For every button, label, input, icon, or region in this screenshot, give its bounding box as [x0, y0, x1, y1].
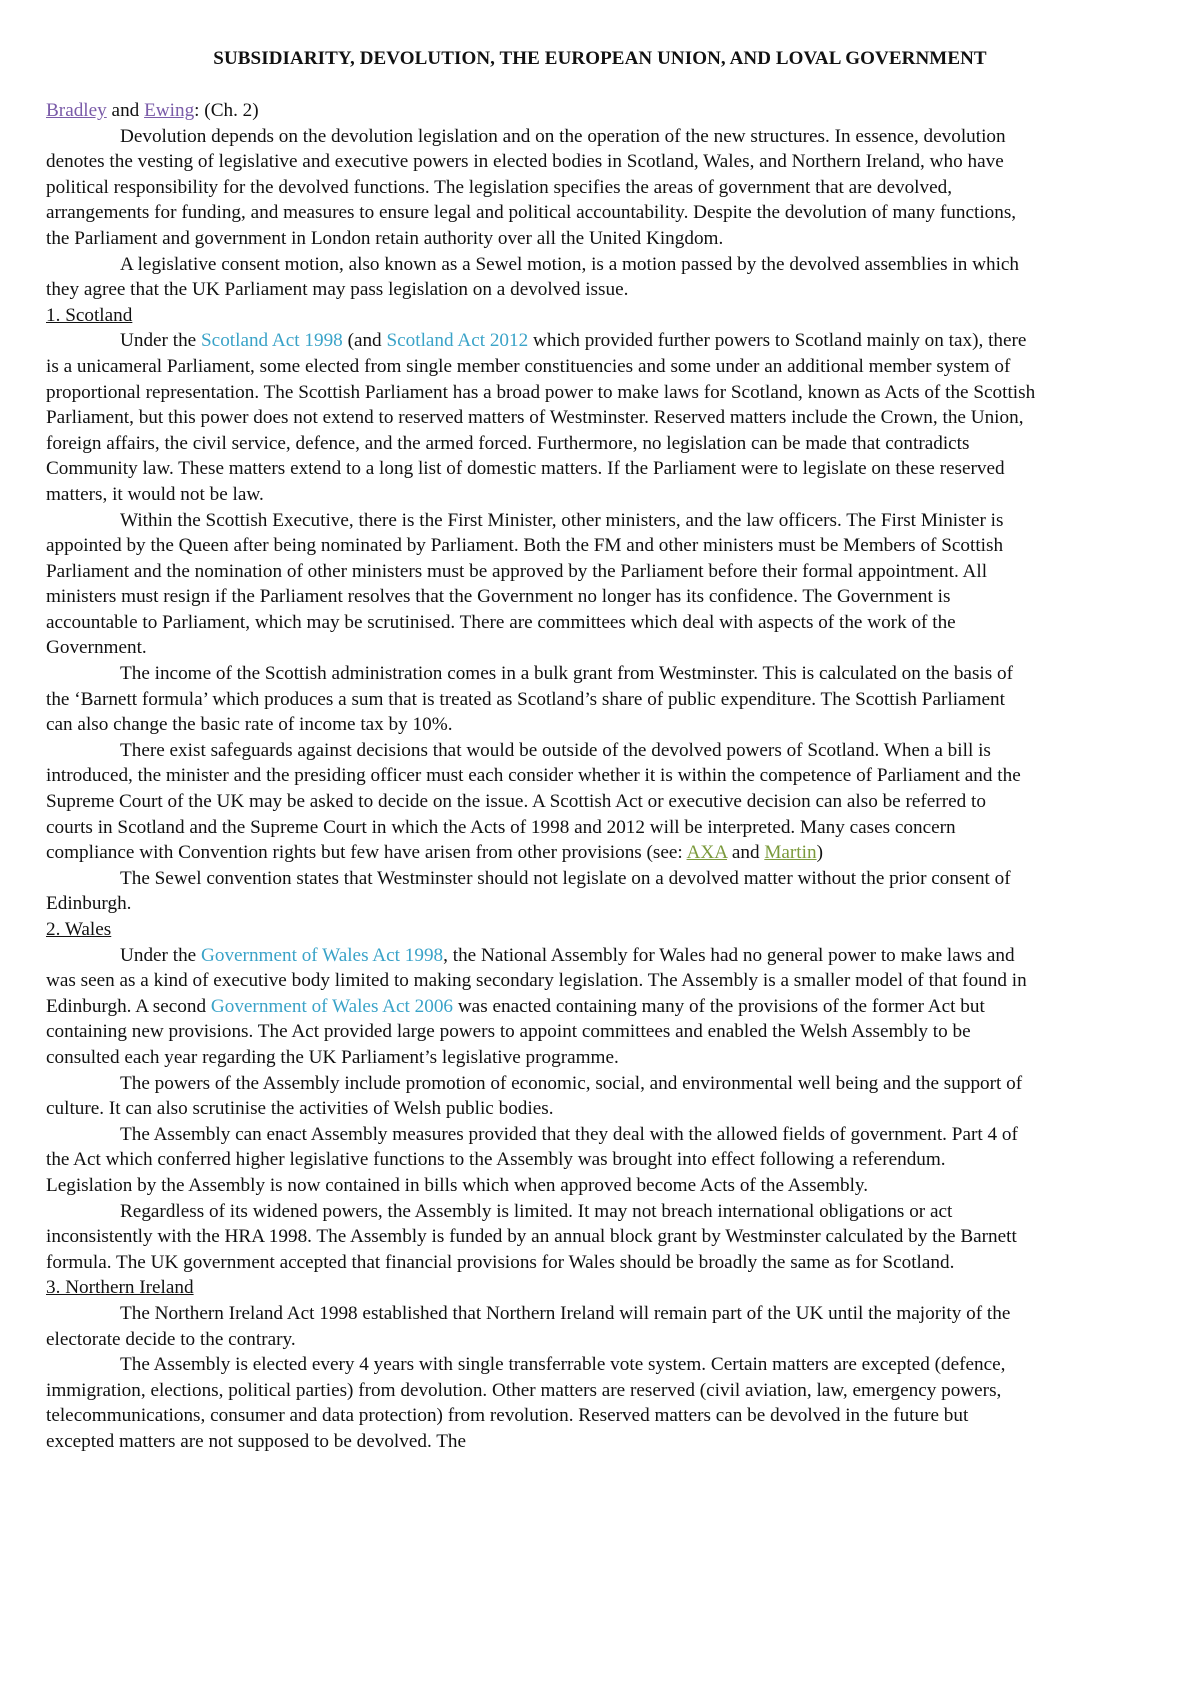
- text-span: Under the: [120, 944, 201, 966]
- scotland-paragraph-4: [46, 738, 1036, 866]
- gowa-2006-link[interactable]: Government of Wales Act 2006: [210, 995, 454, 1017]
- ewing-link[interactable]: Ewing: [144, 100, 195, 121]
- bradley-link[interactable]: Bradley: [46, 100, 107, 121]
- text-span: was enacted containing many of the provisions of the former Act but containing new provisions. The Act provided large powers to appoint committees and enabled the Welsh Assembly to be consulted each year regarding the UK Parliament’s legislative programme.: [46, 995, 985, 1068]
- scotland-act-1998-link[interactable]: Scotland Act 1998: [201, 330, 343, 352]
- intro-paragraph-1: Devolution depends on the devolution legislation and on the operation of the new structures. In essence, devolution denotes the vesting of legislative and executive powers in elected bodies in Scotland, Wales, and Northern Ireland, who have political responsibility for the devolved functions. The legislation specifies the areas of government that are devolved, arrangements for funding, and measures to ensure legal and political accountability. Despite the devolution of many functions, the Parliament and government in London retain authority over all the United Kingdom.: [46, 125, 1017, 249]
- ref-chapter: : (Ch. 2): [194, 100, 259, 121]
- section-heading-wales: 2. Wales: [46, 919, 112, 940]
- document-title: SUBSIDIARITY, DEVOLUTION, THE EUROPEAN UNION, AND LOVAL GOVERNMENT: [213, 48, 987, 69]
- text-span: , the National Assembly for Wales had no general power to make laws and was seen as a kind of executive body limited to making secondary legislation. The Assembly is a smaller model of that found in Edinburgh. A second: [46, 944, 1027, 1017]
- gowa-1998-link[interactable]: Government of Wales Act 1998: [201, 944, 444, 966]
- ref-and: and: [106, 100, 145, 121]
- scotland-paragraph-2: Within the Scottish Executive, there is the First Minister, other ministers, and the law officers. The First Minister is appointed by the Queen after being nominated by Parliament. Both the FM and other ministers must be Members of Scottish Parliament and the nomination of other ministers must be approved by the Parliament before their formal appointment. All ministers must resign if the Parliament resolves that the Government no longer has its confidence. The Government is accountable to Parliament, which may be scrutinised. There are committees which deal with aspects of the work of the Government.: [46, 509, 1004, 659]
- reference-line: [46, 98, 1036, 124]
- wales-paragraph-4: Regardless of its widened powers, the Assembly is limited. It may not breach international obligations or act inconsistently with the HRA 1998. The Assembly is funded by an annual block grant by Westminster calculated by the Barnett formula. The UK government accepted that financial provisions for Wales should be broadly the same as for Scotland.: [46, 1200, 1017, 1273]
- section-heading-scotland: 1. Scotland: [46, 304, 133, 326]
- text-span: (and: [342, 330, 387, 352]
- text-span: ): [816, 842, 823, 864]
- scotland-paragraph-3: The income of the Scottish administration comes in a bulk grant from Westminster. This is calculated on the basis of the ‘Barnett formula’ which produces a sum that is treated as Scotland’s share of public expenditure. The Scottish Parliament can also change the basic rate of income tax by 10%.: [46, 663, 1013, 736]
- ni-paragraph-2: The Assembly is elected every 4 years with single transferrable vote system. Certain matters are excepted (defence, immigration, elections, political parties) from devolution. Other matters are reserved (civil aviation, law, emergency powers, telecommunications, consumer and data protection) from revolution. Reserved matters can be devolved in the future but excepted matters are not supposed to be devolved. The: [46, 1354, 1006, 1452]
- text-span: which provided further powers to Scotland mainly on tax), there is a unicameral Parliament, some elected from single member constituencies and some under an additional member system of proportional representation. The Scottish Parliament has a broad power to make laws for Scotland, known as Acts of the Scottish Parliament, but this power does not extend to reserved matters of Westminster. Reserved matters include the Crown, the Union, foreign affairs, the civil service, defence, and the armed forced. Furthermore, no legislation can be made that contradicts Community law. These matters extend to a long list of domestic matters. If the Parliament were to legislate on these reserved matters, it would not be law.: [46, 330, 1036, 505]
- axa-case-link[interactable]: AXA: [686, 842, 728, 864]
- document-body: [46, 98, 1036, 1454]
- scotland-act-2012-link[interactable]: Scotland Act 2012: [386, 330, 529, 352]
- text-span: Under the: [120, 330, 201, 352]
- text-span: and: [727, 842, 765, 864]
- wales-paragraph-3: The Assembly can enact Assembly measures provided that they deal with the allowed fields of government. Part 4 of the Act which conferred higher legislative functions to the Assembly was brought into effect following a referendum. Legislation by the Assembly is now contained in bills which when approved become Acts of the Assembly.: [46, 1123, 1018, 1196]
- martin-case-link[interactable]: Martin: [764, 842, 817, 864]
- wales-paragraph-1: [46, 943, 1036, 1071]
- scotland-paragraph-1: [46, 328, 1036, 507]
- wales-paragraph-2: The powers of the Assembly include promotion of economic, social, and environmental well being and the support of culture. It can also scrutinise the activities of Welsh public bodies.: [46, 1072, 1023, 1120]
- text-span: There exist safeguards against decisions that would be outside of the devolved powers of Scotland. When a bill is introduced, the minister and the presiding officer must each consider whether it is within the competence of Parliament and the Supreme Court of the UK may be asked to decide on the issue. A Scottish Act or executive decision can also be referred to courts in Scotland and the Supreme Court in which the Acts of 1998 and 2012 will be interpreted. Many cases concern compliance with Convention rights but few have arisen from other provisions (see:: [46, 739, 1021, 864]
- scotland-paragraph-5: The Sewel convention states that Westminster should not legislate on a devolved matter without the prior consent of Edinburgh.: [46, 867, 1011, 915]
- intro-paragraph-2: A legislative consent motion, also known as a Sewel motion, is a motion passed by the devolved assemblies in which they agree that the UK Parliament may pass legislation on a devolved issue.: [46, 253, 1020, 301]
- ni-paragraph-1: The Northern Ireland Act 1998 established that Northern Ireland will remain part of the UK until the majority of the electorate decide to the contrary.: [46, 1302, 1011, 1350]
- section-heading-northern-ireland: 3. Northern Ireland: [46, 1277, 194, 1299]
